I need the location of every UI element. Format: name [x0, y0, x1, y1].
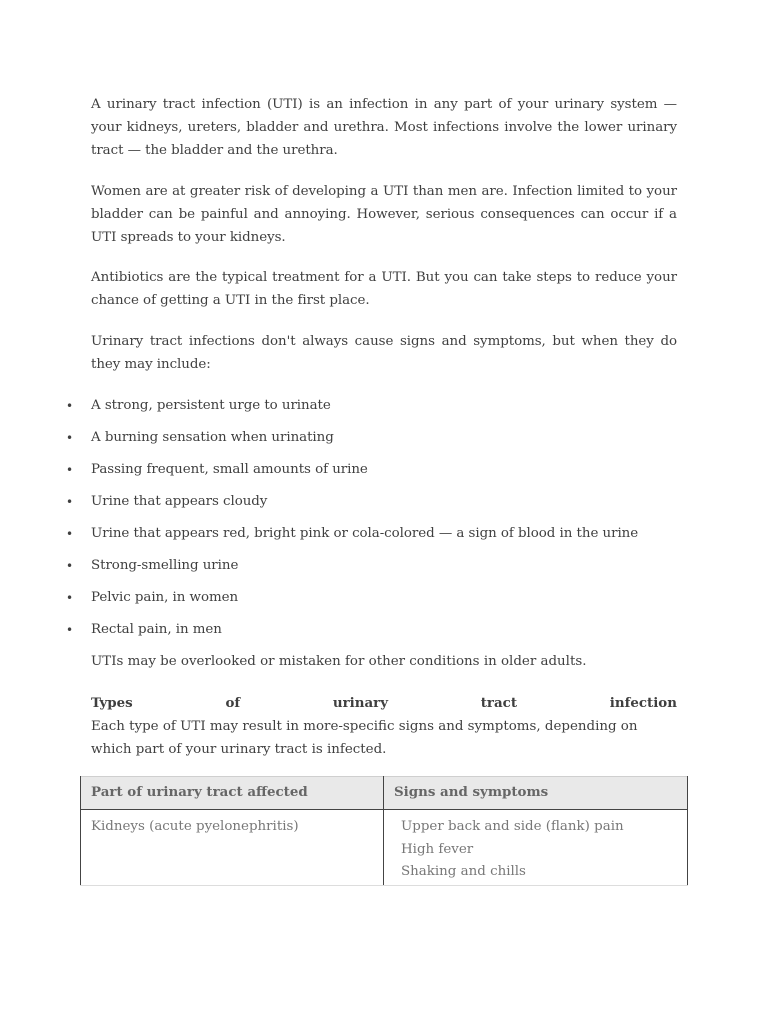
table-bottom-border	[80, 885, 688, 886]
table-cell-signs	[401, 816, 624, 884]
table-sign-item: Upper back and side (flank) pain	[401, 819, 624, 834]
treatment-paragraph: Antibiotics are the typical treatment for a UTI. But you can take steps to reduce your chance of getting a UTI in the first place.	[91, 270, 677, 308]
symptoms-intro-paragraph: Urinary tract infections don't always cause signs and symptoms, but when they do they may include:	[91, 334, 677, 372]
list-item	[0, 491, 768, 523]
list-item	[0, 427, 768, 459]
table-column-divider	[383, 776, 384, 886]
section-heading	[91, 692, 677, 714]
table-sign-item: Shaking and chills	[401, 864, 526, 879]
older-adults-paragraph: UTIs may be overlooked or mistaken for other conditions in older adults.	[91, 654, 587, 669]
list-item	[0, 587, 768, 619]
list-item	[0, 459, 768, 491]
bullet-icon: •	[66, 623, 74, 637]
list-item-text: Strong-smelling urine	[91, 558, 239, 573]
heading-word: tract	[480, 695, 518, 711]
bullet-icon: •	[66, 591, 74, 605]
bullet-icon: •	[66, 431, 74, 445]
table-cell-part: Kidneys (acute pyelonephritis)	[91, 819, 299, 834]
table-sign-item: High fever	[401, 841, 474, 857]
list-item-text: Passing frequent, small amounts of urine	[91, 462, 368, 477]
table-header-part: Part of urinary tract affected	[91, 784, 308, 800]
bullet-icon: •	[66, 495, 74, 509]
list-item	[0, 395, 768, 427]
table-left-border	[80, 776, 81, 886]
list-item-text: A burning sensation when urinating	[91, 430, 334, 445]
heading-word: of	[225, 695, 241, 711]
heading-word: urinary	[332, 695, 389, 711]
intro-paragraph: A urinary tract infection (UTI) is an infection in any part of your urinary system — your kidneys, ureters, bladder and urethra. Most infections involve the lower urinary tract — the bladder and the urethra.	[91, 97, 677, 158]
list-item	[0, 523, 768, 555]
types-paragraph: Each type of UTI may result in more-specific signs and symptoms, depending on which part of your urinary tract is infected.	[91, 719, 638, 757]
symptoms-list	[0, 395, 768, 651]
list-item-text: A strong, persistent urge to urinate	[91, 398, 331, 413]
table-header-signs: Signs and symptoms	[394, 784, 549, 800]
list-item	[0, 555, 768, 587]
table-right-border	[687, 776, 688, 886]
bullet-icon: •	[66, 399, 74, 413]
bullet-icon: •	[66, 527, 74, 541]
list-item-text: Urine that appears cloudy	[91, 494, 268, 509]
list-item-text: Urine that appears red, bright pink or cola-colored — a sign of blood in the urine	[91, 526, 639, 541]
heading-word: Types	[91, 695, 133, 711]
bullet-icon: •	[66, 463, 74, 477]
list-item-text: Rectal pain, in men	[91, 622, 222, 637]
list-item-text: Pelvic pain, in women	[91, 590, 239, 605]
heading-word: infection	[609, 695, 677, 711]
list-item	[0, 619, 768, 651]
bullet-icon: •	[66, 559, 74, 573]
risk-paragraph: Women are at greater risk of developing a UTI than men are. Infection limited to your bladder can be painful and annoying. However, serious consequences can occur if a UTI spreads to your kidneys.	[91, 184, 677, 245]
